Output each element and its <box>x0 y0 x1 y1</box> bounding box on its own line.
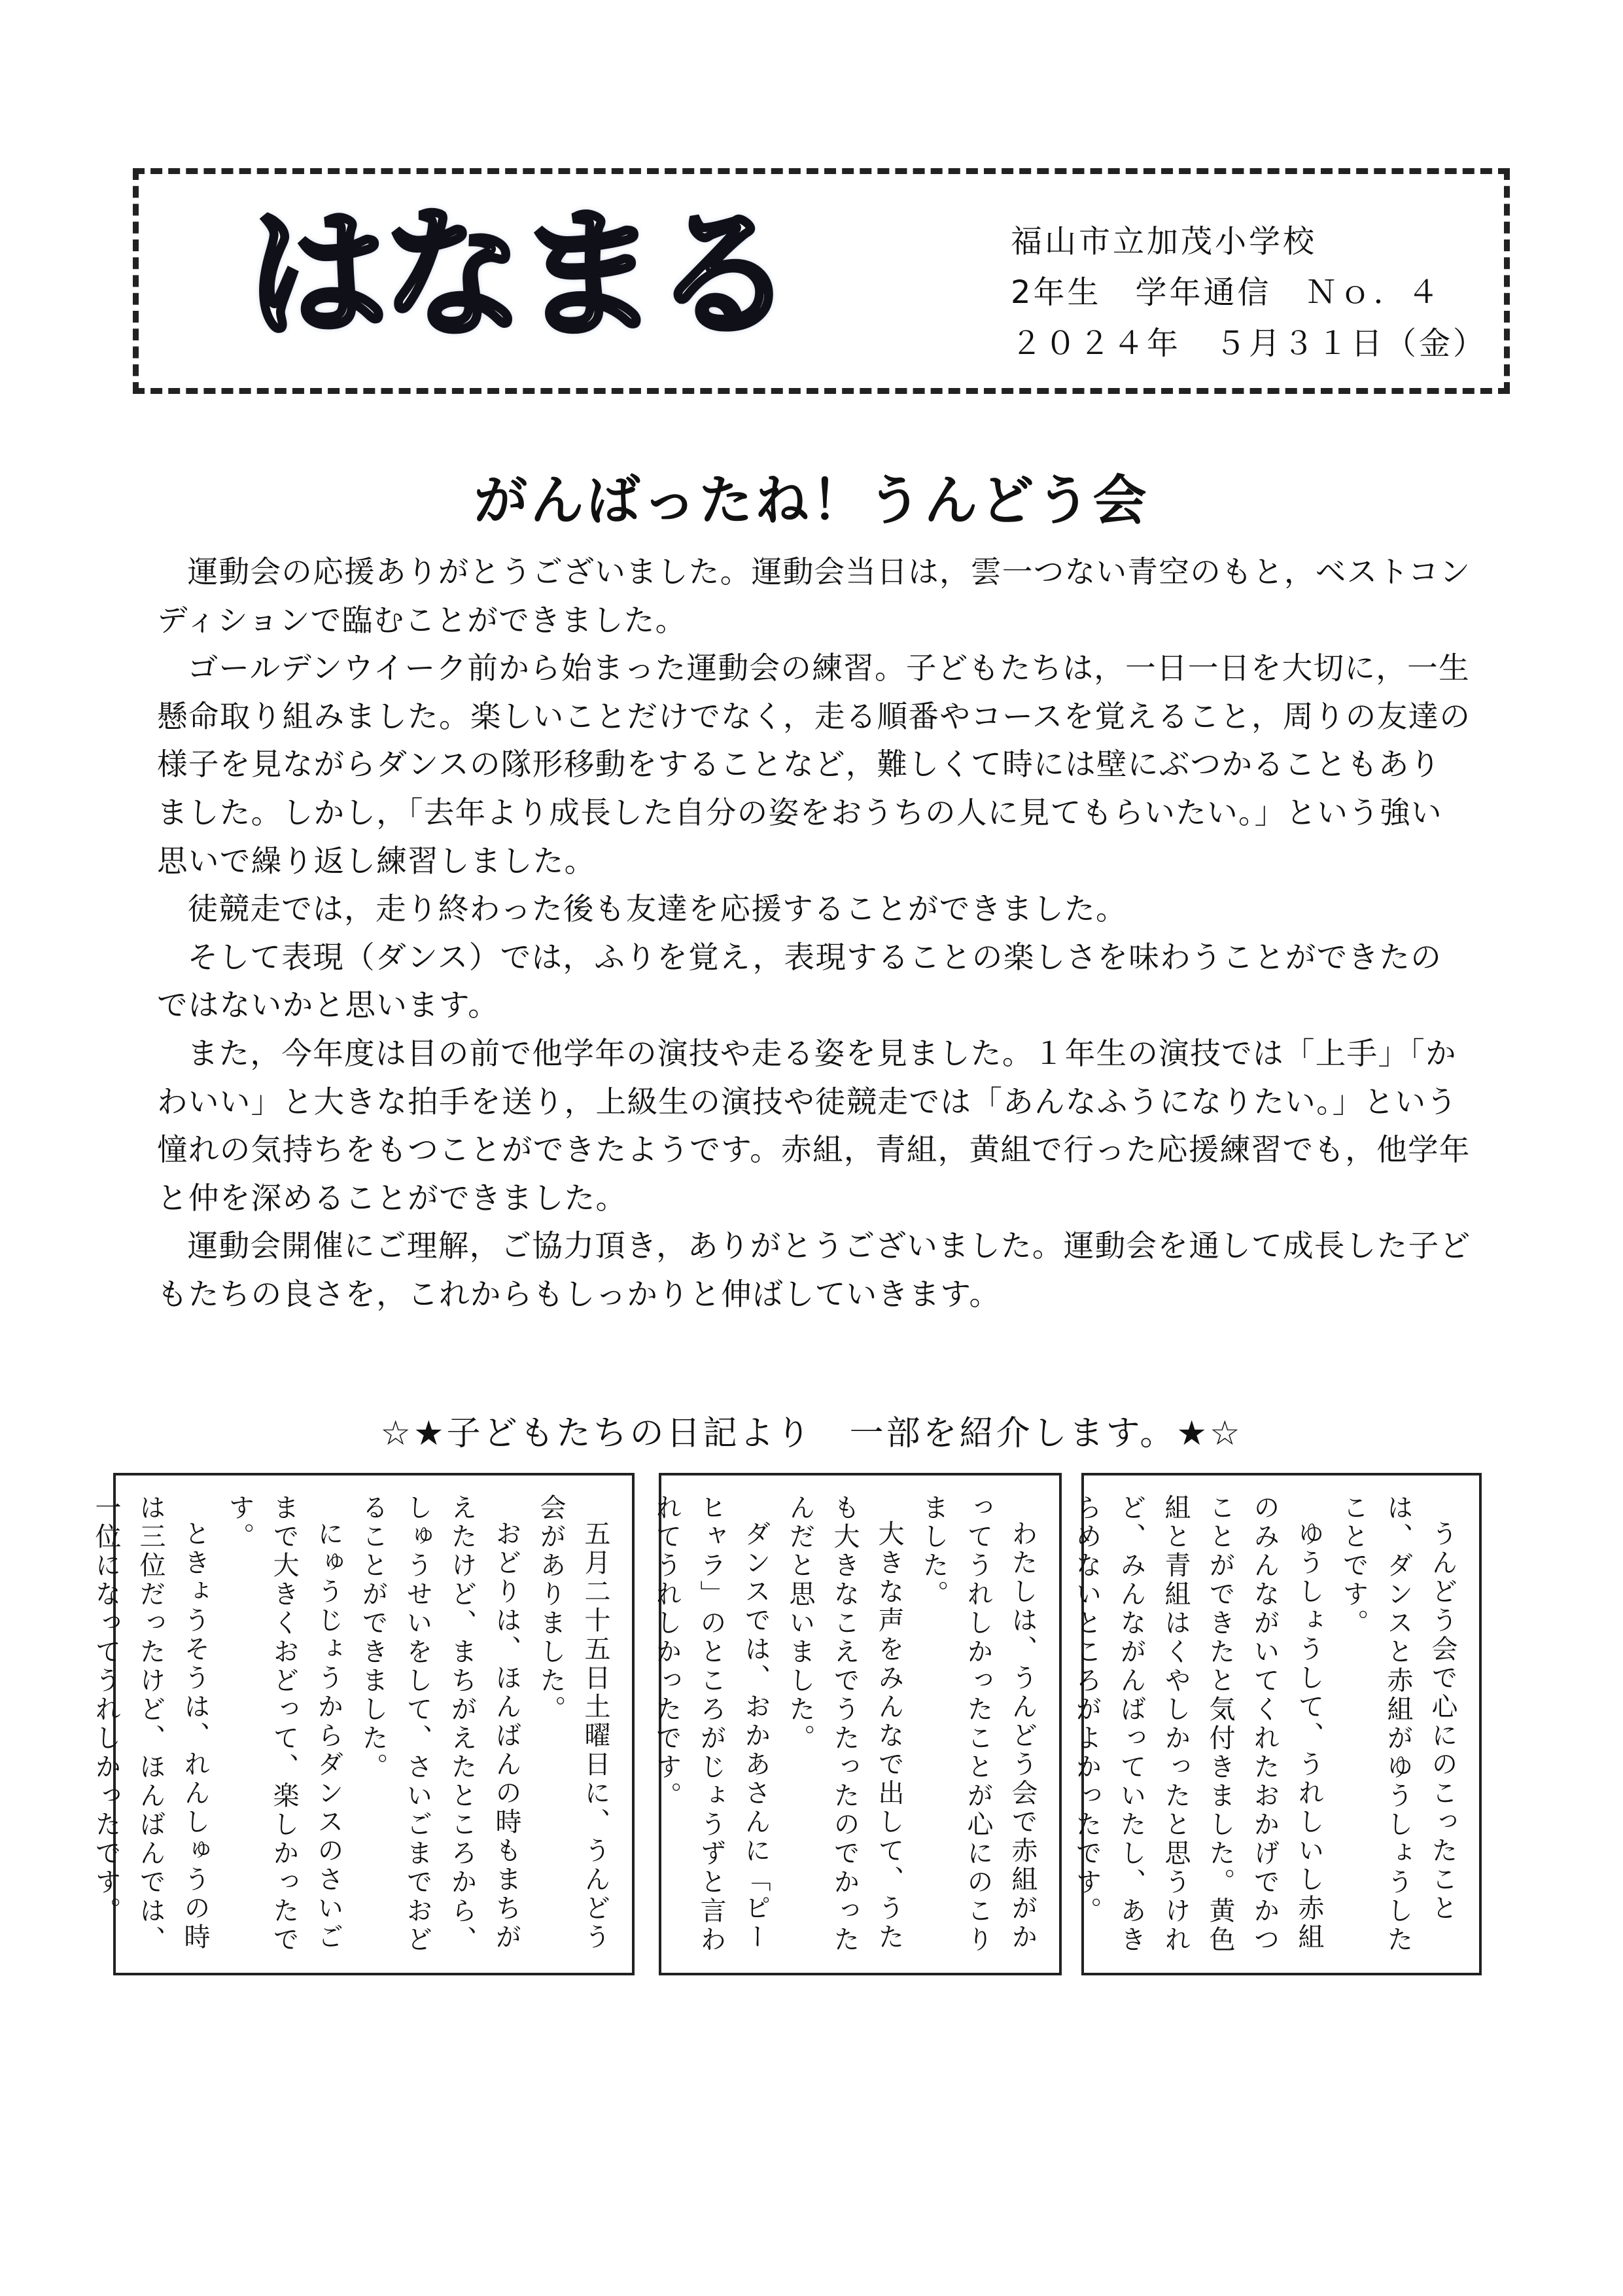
diary-paragraph: にゅうじょうからダンスのさいごまで大きくおどって、楽しかったです。 <box>224 1494 343 1954</box>
article-paragraph: 運動会開催にご理解，ご協力頂き，ありがとうございました。運動会を通して成長した子どもたちの良さを，これからもしっかりと伸ばしていきます。 <box>157 1228 1471 1312</box>
diary-entry <box>84 1494 618 1965</box>
diary-box <box>652 1473 1062 1975</box>
diary-paragraph: 五月二十五日土曜日に、うんどう会がありました。 <box>536 1494 610 1952</box>
diary-entry <box>644 1494 1045 1965</box>
diary-box <box>91 1473 635 1975</box>
article-paragraph: ゴールデンウイーク前から始まった運動会の練習。子どもたちは，一日一日を大切に，一生懸命取り組みました。楽しいことだけでなく，走る順番やコースを覚えること，周りの友達の様子を見ながらダンスの隊形移動をすることなど，難しくて時には壁にぶつかることもありました。しかし，「去年より成長した自分の姿をおうちの人に見てもらいたい。」という強い思いで繰り返し練習しました。 <box>157 650 1471 879</box>
school-name: 福山市立加茂小学校 <box>1011 223 1318 260</box>
article-paragraph: また，今年度は目の前で他学年の演技や走る姿を見ました。１年生の演技では「上手」「かわいい」と大きな拍手を送り，上級生の演技や徒競走では「あんなふうになりたい。」という憧れの気持ちをもつことができたようです。赤組，青組，黄組で行った応援練習でも，他学年と仲を深めることができました。 <box>157 1035 1471 1216</box>
newsletter-info <box>1011 216 1487 369</box>
article-paragraph: 運動会の応援ありがとうございました。運動会当日は，雲一つない青空のもと，ベストコンディションで臨むことができました。 <box>157 554 1471 638</box>
diary-section-heading: ☆★子どもたちの日記より 一部を紹介します。★☆ <box>380 1414 1243 1453</box>
diary-paragraph: ゆうしょうして、うれしいし赤組のみんながいてくれたおかげでかつことができたと気付きました。黄色組と青組はくやしかったと思うけれど、みんながんばっていたし、あきらめないところがよかったです。 <box>1072 1494 1324 1954</box>
diary-box <box>1072 1473 1482 1975</box>
newsletter-logo: はなまる <box>247 192 789 357</box>
issue-number: 2年生 学年通信 Ｎｏ．４ <box>1011 274 1442 311</box>
article-paragraph: 徒競走では，走り終わった後も友達を応援することができました。 <box>187 891 1127 927</box>
article-body <box>157 548 1472 1319</box>
diary-paragraph: ときょうそうは、れんしゅうの時は三位だったけど、ほんばんでは、一位になってうれしかったです。 <box>91 1494 210 1954</box>
article-title: がんばったね！うんどう会 <box>474 470 1149 532</box>
diary-paragraph: 大きな声をみんなで出して、うたも大きなこえでうたったのでかったんだと思いました。 <box>785 1494 904 1954</box>
diary-paragraph: ダンスでは、おかあさんに「ピーヒャラ」のところがじょうずと言われてうれしかったです。 <box>652 1494 771 1954</box>
diary-paragraph: うんどう会で心にのこったことは、ダンスと赤組がゆうしょうしたことです。 <box>1338 1494 1457 1954</box>
diary-paragraph: おどりは、ほんばんの時もまちがえたけど、まちがえたところから、しゅうせいをして、さいごまでおどることができました。 <box>358 1494 521 1954</box>
diary-entry <box>1064 1494 1465 1965</box>
diary-paragraph: わたしは、うんどう会で赤組がかってうれしかったことが心にのこりました。 <box>918 1494 1038 1954</box>
issue-date: ２０２４年 ５月３１日（金） <box>1011 325 1488 362</box>
article-paragraph: そして表現（ダンス）では，ふりを覚え，表現することの楽しさを味わうことができたのではないかと思います。 <box>157 939 1442 1023</box>
